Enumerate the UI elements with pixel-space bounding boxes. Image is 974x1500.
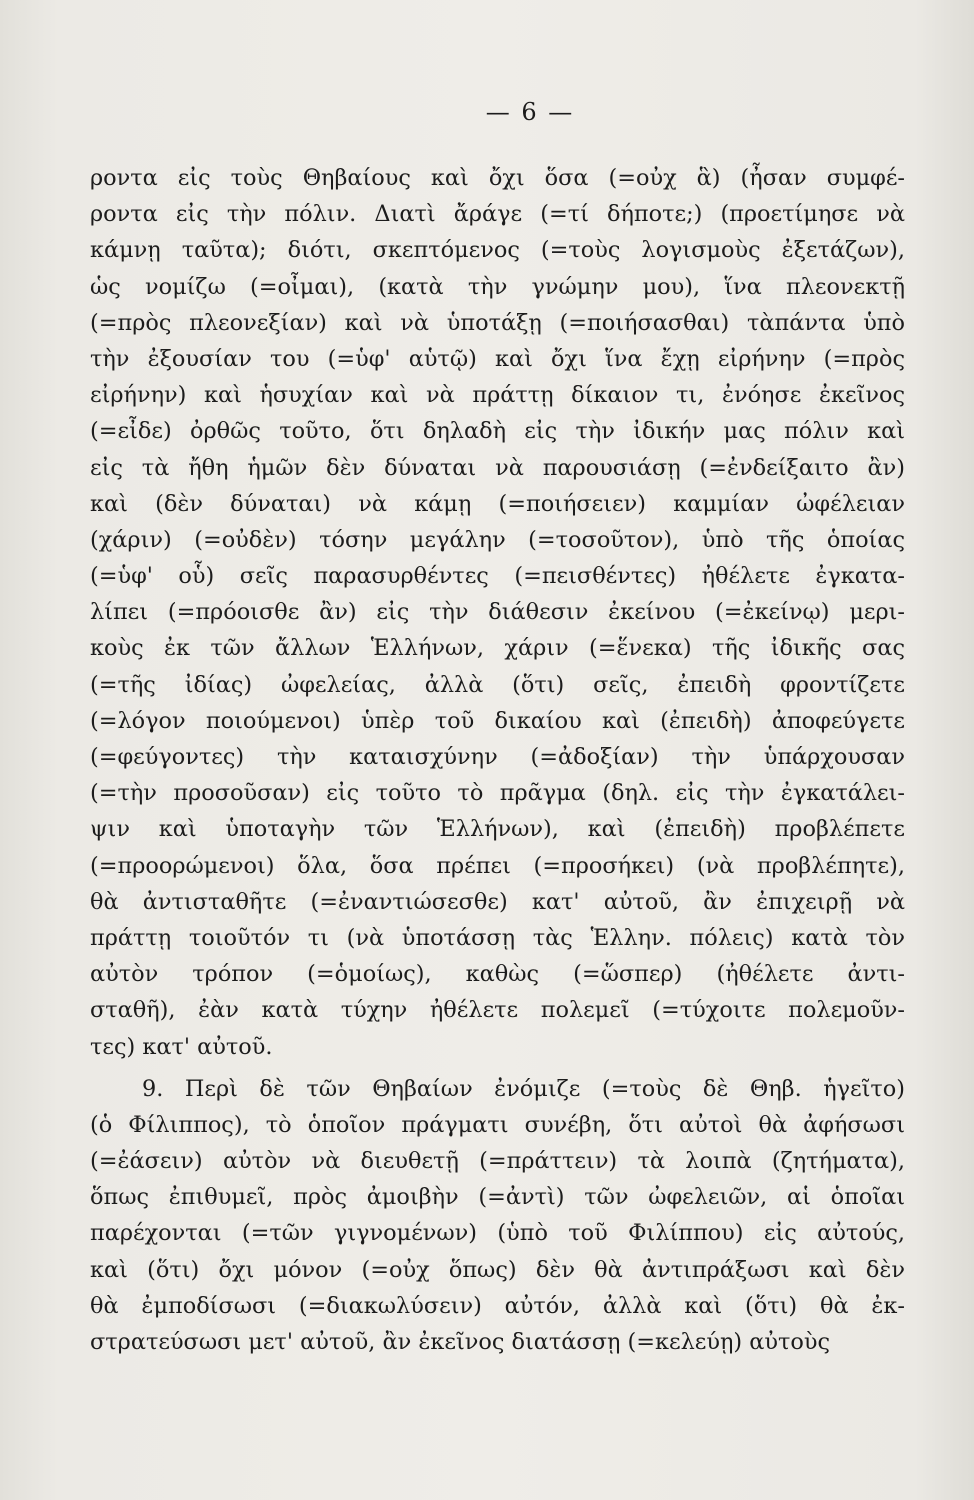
text-line: ψιν καὶ ὑποταγὴν τῶν Ἑλλήνων), καὶ (ἐπειδὴ) προβλέπετε bbox=[90, 816, 905, 843]
text-line: πράττῃ τοιοῦτόν τι (νὰ ὑποτάσσῃ τὰς Ἑλλην. πόλεις) κατὰ τὸν bbox=[90, 924, 905, 951]
text-line: 9. Περὶ δὲ τῶν Θηβαίων ἐνόμιζε (=τοὺς δὲ Θηβ. ἡγεῖτο) bbox=[142, 1075, 905, 1102]
text-line: καὶ (ὅτι) ὄχι μόνον (=οὐχ ὅπως) δὲν θὰ ἀντιπράξωσι καὶ δὲν bbox=[90, 1256, 905, 1283]
text-line: παρέχονται (=τῶν γιγνομένων) (ὑπὸ τοῦ Φιλίππου) εἰς αὐτούς, bbox=[90, 1220, 905, 1247]
text-line: θὰ ἀντισταθῆτε (=ἐναντιώσεσθε) κατ' αὐτοῦ, ἂν ἐπιχειρῇ νὰ bbox=[90, 888, 905, 915]
text-line: λίπει (=πρόοισθε ἂν) εἰς τὴν διάθεσιν ἐκείνου (=ἐκείνῳ) μερι- bbox=[90, 599, 905, 626]
text-line: ὡς νομίζω (=οἶμαι), (κατὰ τὴν γνώμην μου), ἵνα πλεονεκτῇ bbox=[90, 273, 905, 300]
text-line: αὐτὸν τρόπον (=ὁμοίως), καθὼς (=ὥσπερ) (ἠθέλετε ἀντι- bbox=[90, 961, 905, 988]
text-line: (=λόγον ποιούμενοι) ὑπὲρ τοῦ δικαίου καὶ (ἐπειδὴ) ἀποφεύγετε bbox=[90, 707, 905, 734]
page-number: — 6 — bbox=[485, 98, 575, 126]
text-line: (=εἶδε) ὀρθῶς τοῦτο, ὅτι δηλαδὴ εἰς τὴν ἰδικήν μας πόλιν καὶ bbox=[90, 418, 905, 445]
text-line: τες) κατ' αὐτοῦ. bbox=[90, 1033, 273, 1060]
text-line: (=πρὸς πλεονεξίαν) καὶ νὰ ὑποτάξῃ (=ποιήσασθαι) τὰπάντα ὑπὸ bbox=[90, 309, 905, 336]
text-line: (χάριν) (=οὐδὲν) τόσην μεγάλην (=τοσοῦτον), ὑπὸ τῆς ὁποίας bbox=[90, 526, 905, 553]
text-line: σταθῆ), ἐὰν κατὰ τύχην ἠθέλετε πολεμεῖ (=τύχοιτε πολεμοῦν- bbox=[90, 997, 905, 1024]
text-line: κοὺς ἐκ τῶν ἄλλων Ἑλλήνων, χάριν (=ἕνεκα) τῆς ἰδικῆς σας bbox=[90, 635, 905, 662]
text-line: εἰρήνην) καὶ ἡσυχίαν καὶ νὰ πράττῃ δίκαιον τι, ἐνόησε ἐκεῖνος bbox=[90, 382, 905, 409]
body-text bbox=[90, 160, 905, 1360]
text-line: εἰς τὰ ἤθη ἡμῶν δὲν δύναται νὰ παρουσιάσῃ (=ἐνδείξαιτο ἂν) bbox=[90, 454, 905, 481]
text-line: τὴν ἐξουσίαν του (=ὑφ' αὑτῷ) καὶ ὄχι ἵνα ἔχῃ εἰρήνην (=πρὸς bbox=[90, 345, 905, 372]
text-line: ροντα εἰς τὴν πόλιν. Διατὶ ἄράγε (=τί δήποτε;) (προετίμησε νὰ bbox=[90, 201, 905, 228]
text-line: (=τῆς ἰδίας) ὠφελείας, ἀλλὰ (ὅτι) σεῖς, ἐπειδὴ φροντίζετε bbox=[90, 671, 905, 698]
text-line: (=ἐάσειν) αὐτὸν νὰ διευθετῇ (=πράττειν) τὰ λοιπὰ (ζητήματα), bbox=[90, 1148, 905, 1175]
text-line: καὶ (δὲν δύναται) νὰ κάμῃ (=ποιήσειεν) καμμίαν ὠφέλειαν bbox=[90, 490, 905, 517]
text-line: (=προορώμενοι) ὅλα, ὅσα πρέπει (=προσήκει) (νὰ προβλέπητε), bbox=[90, 852, 905, 879]
text-line: (=ὑφ' οὗ) σεῖς παρασυρθέντες (=πεισθέντες) ἠθέλετε ἐγκατα- bbox=[90, 563, 905, 590]
text-line: ὅπως ἐπιθυμεῖ, πρὸς ἀμοιβὴν (=ἀντὶ) τῶν ὠφελειῶν, αἱ ὁποῖαι bbox=[90, 1184, 905, 1211]
text-line: κάμνῃ ταῦτα); διότι, σκεπτόμενος (=τοὺς λογισμοὺς ἐξετάζων), bbox=[90, 237, 905, 264]
text-line: (=φεύγοντες) τὴν καταισχύνην (=ἀδοξίαν) τὴν ὑπάρχουσαν bbox=[90, 744, 905, 770]
text-line: (=τὴν προσοῦσαν) εἰς τοῦτο τὸ πρᾶγμα (δηλ. εἰς τὴν ἐγκατάλει- bbox=[90, 780, 905, 807]
text-line: (ὁ Φίλιππος), τὸ ὁποῖον πράγματι συνέβη, ὅτι αὐτοὶ θὰ ἀφήσωσι bbox=[90, 1111, 905, 1138]
text-line: στρατεύσωσι μετ' αὐτοῦ, ἂν ἐκεῖνος διατάσσῃ (=κελεύῃ) αὐτοὺς bbox=[90, 1329, 831, 1355]
text-line: θὰ ἐμποδίσωσι (=διακωλύσειν) αὐτόν, ἀλλὰ καὶ (ὅτι) θὰ ἐκ- bbox=[90, 1292, 905, 1319]
text-line: ροντα εἰς τοὺς Θηβαίους καὶ ὄχι ὅσα (=οὐχ ἃ) (ἦσαν συμφέ- bbox=[90, 165, 905, 191]
